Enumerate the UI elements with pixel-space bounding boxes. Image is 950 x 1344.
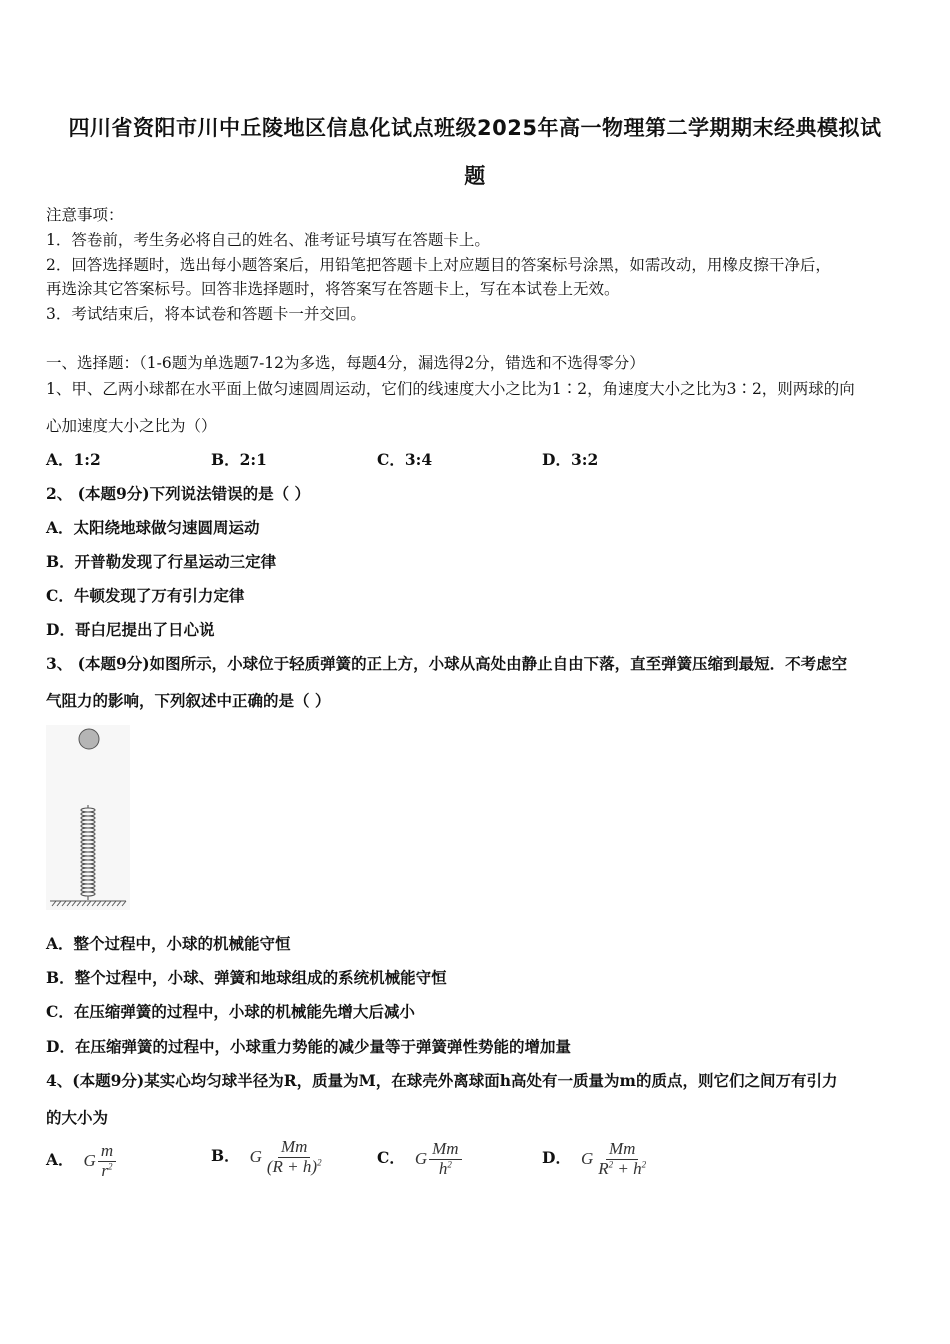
numerator: Mm bbox=[429, 1140, 461, 1160]
q2-option-a: A．太阳绕地球做匀速圆周运动 bbox=[46, 518, 260, 537]
q1-option-b: B．2:1 bbox=[211, 450, 267, 469]
numerator: Mm bbox=[278, 1138, 310, 1158]
gravitational-constant: G bbox=[83, 1151, 96, 1171]
den-exp: 2 bbox=[108, 1161, 113, 1172]
gravitational-constant: G bbox=[414, 1149, 428, 1169]
gravitational-constant: G bbox=[249, 1147, 262, 1167]
q3-stem-line-1: 3、 (本题9分)如图所示，小球位于轻质弹簧的正上方，小球从高处由静止自由下落，直至弹簧压缩到最短．不考虑空 bbox=[46, 654, 848, 673]
den-base: R bbox=[598, 1158, 609, 1178]
notice-item-1: 1．答卷前，考生务必将自己的姓名、准考证号填写在答题卡上。 bbox=[46, 231, 490, 249]
notice-heading: 注意事项： bbox=[46, 206, 124, 224]
q2-option-d: D．哥白尼提出了日心说 bbox=[46, 620, 215, 639]
den-exp: 2 bbox=[447, 1159, 452, 1170]
q3-option-d: D．在压缩弹簧的过程中，小球重力势能的减少量等于弹簧弹性势能的增加量 bbox=[46, 1037, 571, 1056]
ball-spring-figure bbox=[46, 725, 130, 910]
gravitational-constant: G bbox=[580, 1149, 594, 1169]
q1-option-c: C．3:4 bbox=[377, 450, 433, 469]
den-tail: + h bbox=[617, 1158, 642, 1178]
q3-option-b: B．整个过程中，小球、弹簧和地球组成的系统机械能守恒 bbox=[46, 968, 447, 987]
q2-stem: 2、 (本题9分)下列说法错误的是（ ） bbox=[46, 484, 311, 503]
q3-option-c: C．在压缩弹簧的过程中，小球的机械能先增大后减小 bbox=[46, 1002, 415, 1021]
den-base: (R + h) bbox=[266, 1156, 318, 1176]
q4-option-b bbox=[211, 1138, 325, 1176]
den-base: r bbox=[101, 1160, 109, 1180]
denominator bbox=[98, 1162, 115, 1181]
section-heading: 一、选择题：（1-6题为单选题7-12为多选，每题4分，漏选得2分，错选和不选得零分） bbox=[46, 354, 645, 372]
option-label: B． bbox=[211, 1146, 240, 1166]
q1-option-a: A．1:2 bbox=[46, 450, 101, 469]
option-label: D． bbox=[542, 1148, 571, 1168]
option-label: A． bbox=[46, 1150, 74, 1170]
fraction bbox=[98, 1142, 116, 1180]
den-exp: 2 bbox=[317, 1157, 322, 1168]
option-label: C． bbox=[377, 1148, 405, 1168]
den-base: h bbox=[438, 1158, 448, 1178]
q1-stem-line-2: 心加速度大小之比为（） bbox=[46, 417, 217, 435]
notice-item-3: 3．考试结束后，将本试卷和答题卡一并交回。 bbox=[46, 305, 366, 323]
q4-option-d bbox=[542, 1140, 649, 1178]
notice-item-2: 2．回答选择题时，选出每小题答案后，用铅笔把答题卡上对应题目的答案标号涂黑，如需改动，用橡皮擦干净后， bbox=[46, 256, 831, 274]
den-tail-exp: 2 bbox=[641, 1159, 647, 1170]
q4-option-c bbox=[377, 1140, 462, 1178]
q4-stem-line-2: 的大小为 bbox=[46, 1108, 109, 1127]
denominator bbox=[436, 1160, 455, 1179]
numerator: Mm bbox=[606, 1140, 638, 1160]
q2-option-b: B．开普勒发现了行星运动三定律 bbox=[46, 552, 277, 571]
q1-stem-line-1: 1、甲、乙两小球都在水平面上做匀速圆周运动，它们的线速度大小之比为1∶2，角速度大小之比为3∶2，则两球的向 bbox=[46, 380, 855, 398]
q3-stem-line-2: 气阻力的影响，下列叙述中正确的是（ ） bbox=[46, 691, 331, 710]
fraction bbox=[264, 1138, 325, 1176]
den-exp: 2 bbox=[608, 1159, 614, 1170]
fraction bbox=[429, 1140, 461, 1178]
q3-option-a: A．整个过程中，小球的机械能守恒 bbox=[46, 934, 291, 953]
ball bbox=[79, 729, 99, 749]
fraction bbox=[595, 1140, 649, 1178]
title-line-1: 四川省资阳市川中丘陵地区信息化试点班级2025年高一物理第二学期期末经典模拟试 bbox=[68, 116, 882, 140]
q1-option-d: D．3:2 bbox=[542, 450, 599, 469]
q4-option-a bbox=[46, 1142, 116, 1180]
denominator bbox=[264, 1158, 325, 1177]
q4-stem-line-1: 4、(本题9分)某实心均匀球半径为R，质量为M，在球壳外离球面h高处有一质量为m的质点，则它们之间万有引力 bbox=[46, 1071, 838, 1090]
title-line-2: 题 bbox=[464, 164, 486, 188]
notice-item-2-cont: 再选涂其它答案标号。回答非选择题时，将答案写在答题卡上，写在本试卷上无效。 bbox=[46, 280, 620, 298]
q2-option-c: C．牛顿发现了万有引力定律 bbox=[46, 586, 245, 605]
denominator bbox=[595, 1160, 649, 1179]
numerator: m bbox=[98, 1142, 116, 1162]
